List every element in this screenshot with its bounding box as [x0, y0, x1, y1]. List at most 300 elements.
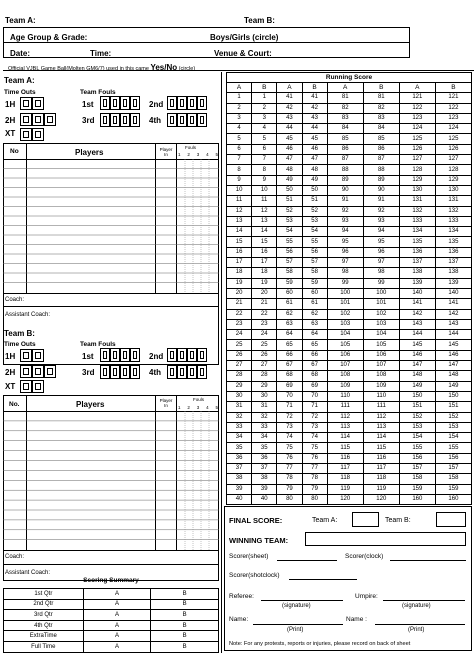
score-cell[interactable]: 5 — [252, 134, 277, 144]
score-cell[interactable]: 85 — [363, 134, 399, 144]
score-cell[interactable]: 115 — [363, 443, 399, 453]
score-cell[interactable]: 39 — [227, 484, 252, 494]
score-cell[interactable]: 50 — [277, 185, 302, 195]
score-cell[interactable]: 156 — [435, 453, 471, 463]
referee-name-line[interactable] — [253, 624, 343, 625]
score-cell[interactable]: 25 — [252, 340, 277, 350]
score-cell[interactable]: 126 — [435, 144, 471, 154]
score-cell[interactable]: 153 — [399, 422, 435, 432]
score-cell[interactable]: 86 — [363, 144, 399, 154]
score-cell[interactable]: 43 — [302, 113, 327, 123]
score-cell[interactable]: 21 — [252, 299, 277, 309]
score-cell[interactable]: 86 — [327, 144, 363, 154]
score-cell[interactable]: 25 — [227, 340, 252, 350]
summary-team-a-cell[interactable]: A — [83, 589, 151, 600]
score-cell[interactable]: 119 — [327, 484, 363, 494]
score-cell[interactable]: 154 — [435, 433, 471, 443]
score-cell[interactable]: 127 — [435, 155, 471, 165]
score-cell[interactable]: 21 — [227, 299, 252, 309]
yes-no[interactable]: Yes/No — [150, 63, 178, 72]
score-cell[interactable]: 47 — [302, 155, 327, 165]
score-cell[interactable]: 128 — [435, 165, 471, 175]
score-cell[interactable]: 139 — [399, 278, 435, 288]
score-cell[interactable]: 76 — [302, 453, 327, 463]
score-cell[interactable]: 73 — [277, 422, 302, 432]
score-cell[interactable]: 143 — [435, 319, 471, 329]
score-cell[interactable]: 46 — [302, 144, 327, 154]
score-cell[interactable]: 120 — [363, 494, 399, 504]
score-cell[interactable]: 106 — [363, 350, 399, 360]
score-cell[interactable]: 64 — [277, 330, 302, 340]
score-cell[interactable]: 94 — [363, 227, 399, 237]
score-cell[interactable]: 6 — [252, 144, 277, 154]
summary-team-b-cell[interactable]: B — [151, 641, 219, 652]
score-cell[interactable]: 153 — [435, 422, 471, 432]
score-cell[interactable]: 20 — [227, 288, 252, 298]
score-cell[interactable]: 78 — [277, 474, 302, 484]
score-cell[interactable]: 157 — [399, 463, 435, 473]
score-cell[interactable]: 149 — [399, 381, 435, 391]
score-cell[interactable]: 116 — [363, 453, 399, 463]
score-cell[interactable]: 37 — [252, 463, 277, 473]
score-cell[interactable]: 136 — [399, 247, 435, 257]
score-cell[interactable]: 121 — [435, 93, 471, 103]
score-cell[interactable]: 65 — [302, 340, 327, 350]
score-cell[interactable]: 107 — [363, 361, 399, 371]
score-cell[interactable]: 64 — [302, 330, 327, 340]
score-cell[interactable]: 12 — [252, 206, 277, 216]
score-cell[interactable]: 60 — [277, 288, 302, 298]
score-cell[interactable]: 76 — [277, 453, 302, 463]
score-cell[interactable]: 9 — [252, 175, 277, 185]
score-cell[interactable]: 7 — [227, 155, 252, 165]
score-cell[interactable]: 112 — [327, 412, 363, 422]
score-cell[interactable]: 111 — [327, 402, 363, 412]
score-cell[interactable]: 10 — [252, 185, 277, 195]
score-cell[interactable]: 24 — [227, 330, 252, 340]
score-cell[interactable]: 26 — [252, 350, 277, 360]
score-cell[interactable]: 10 — [227, 185, 252, 195]
score-cell[interactable]: 116 — [327, 453, 363, 463]
score-cell[interactable]: 100 — [363, 288, 399, 298]
score-cell[interactable]: 36 — [227, 453, 252, 463]
score-cell[interactable]: 122 — [399, 103, 435, 113]
score-cell[interactable]: 79 — [277, 484, 302, 494]
score-cell[interactable]: 9 — [227, 175, 252, 185]
score-cell[interactable]: 122 — [435, 103, 471, 113]
score-cell[interactable]: 22 — [227, 309, 252, 319]
score-cell[interactable]: 93 — [327, 216, 363, 226]
score-cell[interactable]: 124 — [435, 124, 471, 134]
score-cell[interactable]: 94 — [327, 227, 363, 237]
score-cell[interactable]: 118 — [327, 474, 363, 484]
score-cell[interactable]: 83 — [327, 113, 363, 123]
score-cell[interactable]: 117 — [363, 463, 399, 473]
score-cell[interactable]: 17 — [227, 258, 252, 268]
score-cell[interactable]: 55 — [302, 237, 327, 247]
score-cell[interactable]: 138 — [435, 268, 471, 278]
score-cell[interactable]: 33 — [227, 422, 252, 432]
score-cell[interactable]: 146 — [399, 350, 435, 360]
score-cell[interactable]: 53 — [302, 216, 327, 226]
score-cell[interactable]: 14 — [252, 227, 277, 237]
score-cell[interactable]: 89 — [363, 175, 399, 185]
score-cell[interactable]: 120 — [327, 494, 363, 504]
score-cell[interactable]: 78 — [302, 474, 327, 484]
score-cell[interactable]: 145 — [435, 340, 471, 350]
score-cell[interactable]: 43 — [277, 113, 302, 123]
player-rows-a[interactable] — [3, 159, 219, 293]
score-cell[interactable]: 101 — [327, 299, 363, 309]
score-cell[interactable]: 131 — [399, 196, 435, 206]
summary-team-b-cell[interactable]: B — [151, 599, 219, 610]
score-cell[interactable]: 107 — [327, 361, 363, 371]
score-cell[interactable]: 49 — [277, 175, 302, 185]
score-cell[interactable]: 97 — [363, 258, 399, 268]
score-cell[interactable]: 19 — [252, 278, 277, 288]
score-cell[interactable]: 97 — [327, 258, 363, 268]
score-cell[interactable]: 69 — [277, 381, 302, 391]
score-cell[interactable]: 32 — [227, 412, 252, 422]
score-cell[interactable]: 152 — [435, 412, 471, 422]
score-cell[interactable]: 103 — [327, 319, 363, 329]
score-cell[interactable]: 30 — [252, 391, 277, 401]
score-cell[interactable]: 77 — [302, 463, 327, 473]
score-cell[interactable]: 89 — [327, 175, 363, 185]
score-cell[interactable]: 81 — [327, 93, 363, 103]
player-rows-b[interactable] — [3, 411, 219, 550]
score-cell[interactable]: 147 — [399, 361, 435, 371]
score-cell[interactable]: 6 — [227, 144, 252, 154]
score-cell[interactable]: 92 — [327, 206, 363, 216]
score-cell[interactable]: 150 — [435, 391, 471, 401]
score-cell[interactable]: 60 — [302, 288, 327, 298]
score-cell[interactable]: 80 — [277, 494, 302, 504]
score-cell[interactable]: 53 — [277, 216, 302, 226]
score-cell[interactable]: 90 — [327, 185, 363, 195]
score-cell[interactable]: 15 — [252, 237, 277, 247]
score-cell[interactable]: 84 — [327, 124, 363, 134]
score-cell[interactable]: 56 — [277, 247, 302, 257]
score-cell[interactable]: 117 — [327, 463, 363, 473]
score-cell[interactable]: 29 — [227, 381, 252, 391]
score-cell[interactable]: 30 — [227, 391, 252, 401]
score-cell[interactable]: 127 — [399, 155, 435, 165]
score-cell[interactable]: 141 — [435, 299, 471, 309]
score-cell[interactable]: 146 — [435, 350, 471, 360]
score-cell[interactable]: 112 — [363, 412, 399, 422]
score-cell[interactable]: 159 — [435, 484, 471, 494]
score-cell[interactable]: 23 — [227, 319, 252, 329]
score-cell[interactable]: 62 — [302, 309, 327, 319]
score-cell[interactable]: 125 — [399, 134, 435, 144]
score-cell[interactable]: 50 — [302, 185, 327, 195]
score-cell[interactable]: 62 — [277, 309, 302, 319]
score-cell[interactable]: 96 — [327, 247, 363, 257]
score-cell[interactable]: 138 — [399, 268, 435, 278]
score-cell[interactable]: 84 — [363, 124, 399, 134]
summary-team-b-cell[interactable]: B — [151, 631, 219, 642]
score-cell[interactable]: 35 — [252, 443, 277, 453]
score-cell[interactable]: 31 — [252, 402, 277, 412]
score-cell[interactable]: 123 — [435, 113, 471, 123]
score-cell[interactable]: 69 — [302, 381, 327, 391]
summary-team-a-cell[interactable]: A — [83, 641, 151, 652]
score-cell[interactable]: 16 — [252, 247, 277, 257]
score-cell[interactable]: 66 — [277, 350, 302, 360]
score-cell[interactable]: 129 — [435, 175, 471, 185]
score-cell[interactable]: 15 — [227, 237, 252, 247]
score-cell[interactable]: 2 — [252, 103, 277, 113]
score-cell[interactable]: 75 — [302, 443, 327, 453]
score-cell[interactable]: 160 — [435, 494, 471, 504]
score-cell[interactable]: 141 — [399, 299, 435, 309]
score-cell[interactable]: 49 — [302, 175, 327, 185]
score-cell[interactable]: 13 — [227, 216, 252, 226]
score-cell[interactable]: 80 — [302, 494, 327, 504]
score-cell[interactable]: 135 — [399, 237, 435, 247]
score-cell[interactable]: 67 — [277, 361, 302, 371]
score-cell[interactable]: 158 — [435, 474, 471, 484]
score-cell[interactable]: 68 — [277, 371, 302, 381]
score-cell[interactable]: 113 — [363, 422, 399, 432]
score-cell[interactable]: 136 — [435, 247, 471, 257]
score-cell[interactable]: 110 — [363, 391, 399, 401]
score-cell[interactable]: 2 — [227, 103, 252, 113]
score-cell[interactable]: 48 — [277, 165, 302, 175]
score-cell[interactable]: 44 — [302, 124, 327, 134]
score-cell[interactable]: 67 — [302, 361, 327, 371]
score-cell[interactable]: 31 — [227, 402, 252, 412]
score-cell[interactable]: 98 — [363, 268, 399, 278]
score-cell[interactable]: 22 — [252, 309, 277, 319]
score-cell[interactable]: 11 — [227, 196, 252, 206]
score-cell[interactable]: 148 — [399, 371, 435, 381]
score-cell[interactable]: 103 — [363, 319, 399, 329]
score-cell[interactable]: 87 — [363, 155, 399, 165]
score-cell[interactable]: 130 — [399, 185, 435, 195]
score-cell[interactable]: 149 — [435, 381, 471, 391]
score-cell[interactable]: 35 — [227, 443, 252, 453]
score-cell[interactable]: 70 — [277, 391, 302, 401]
score-cell[interactable]: 93 — [363, 216, 399, 226]
score-cell[interactable]: 145 — [399, 340, 435, 350]
score-cell[interactable]: 96 — [363, 247, 399, 257]
referee-signature-line[interactable] — [261, 600, 343, 601]
summary-team-a-cell[interactable]: A — [83, 599, 151, 610]
score-cell[interactable]: 128 — [399, 165, 435, 175]
scorer-clock-line[interactable] — [390, 560, 466, 561]
score-cell[interactable]: 121 — [399, 93, 435, 103]
score-cell[interactable]: 110 — [327, 391, 363, 401]
score-cell[interactable]: 140 — [435, 288, 471, 298]
score-cell[interactable]: 132 — [435, 206, 471, 216]
score-cell[interactable]: 101 — [363, 299, 399, 309]
score-cell[interactable]: 47 — [277, 155, 302, 165]
score-cell[interactable]: 12 — [227, 206, 252, 216]
score-cell[interactable]: 42 — [302, 103, 327, 113]
winning-team-field[interactable] — [305, 532, 466, 546]
scorer-shotclock-line[interactable] — [289, 579, 357, 580]
score-cell[interactable]: 137 — [435, 258, 471, 268]
umpire-signature-line[interactable] — [383, 600, 465, 601]
score-cell[interactable]: 4 — [252, 124, 277, 134]
score-cell[interactable]: 61 — [277, 299, 302, 309]
score-cell[interactable]: 134 — [399, 227, 435, 237]
summary-team-b-cell[interactable]: B — [151, 610, 219, 621]
score-cell[interactable]: 61 — [302, 299, 327, 309]
score-cell[interactable]: 58 — [302, 268, 327, 278]
scorer-sheet-line[interactable] — [277, 560, 337, 561]
summary-team-b-cell[interactable]: B — [151, 589, 219, 600]
score-cell[interactable]: 73 — [302, 422, 327, 432]
score-cell[interactable]: 79 — [302, 484, 327, 494]
score-cell[interactable]: 18 — [252, 268, 277, 278]
final-team-b-score[interactable] — [436, 512, 466, 527]
score-cell[interactable]: 114 — [327, 433, 363, 443]
score-cell[interactable]: 91 — [327, 196, 363, 206]
score-cell[interactable]: 51 — [302, 196, 327, 206]
score-cell[interactable]: 159 — [399, 484, 435, 494]
score-cell[interactable]: 41 — [277, 93, 302, 103]
score-cell[interactable]: 14 — [227, 227, 252, 237]
score-cell[interactable]: 59 — [302, 278, 327, 288]
score-cell[interactable]: 105 — [363, 340, 399, 350]
score-cell[interactable]: 114 — [363, 433, 399, 443]
score-cell[interactable]: 34 — [252, 433, 277, 443]
score-cell[interactable]: 37 — [227, 463, 252, 473]
score-cell[interactable]: 137 — [399, 258, 435, 268]
score-cell[interactable]: 1 — [227, 93, 252, 103]
score-cell[interactable]: 156 — [399, 453, 435, 463]
score-cell[interactable]: 8 — [252, 165, 277, 175]
score-cell[interactable]: 88 — [363, 165, 399, 175]
score-cell[interactable]: 124 — [399, 124, 435, 134]
score-cell[interactable]: 48 — [302, 165, 327, 175]
score-cell[interactable]: 160 — [399, 494, 435, 504]
score-cell[interactable]: 63 — [277, 319, 302, 329]
score-cell[interactable]: 3 — [252, 113, 277, 123]
score-cell[interactable]: 55 — [277, 237, 302, 247]
score-cell[interactable]: 28 — [227, 371, 252, 381]
summary-team-b-cell[interactable]: B — [151, 620, 219, 631]
score-cell[interactable]: 126 — [399, 144, 435, 154]
score-cell[interactable]: 5 — [227, 134, 252, 144]
score-cell[interactable]: 58 — [277, 268, 302, 278]
score-cell[interactable]: 75 — [277, 443, 302, 453]
score-cell[interactable]: 23 — [252, 319, 277, 329]
score-cell[interactable]: 142 — [399, 309, 435, 319]
score-cell[interactable]: 77 — [277, 463, 302, 473]
score-cell[interactable]: 140 — [399, 288, 435, 298]
score-cell[interactable]: 17 — [252, 258, 277, 268]
score-cell[interactable]: 125 — [435, 134, 471, 144]
score-cell[interactable]: 108 — [327, 371, 363, 381]
score-cell[interactable]: 151 — [435, 402, 471, 412]
score-cell[interactable]: 3 — [227, 113, 252, 123]
score-cell[interactable]: 142 — [435, 309, 471, 319]
score-cell[interactable]: 56 — [302, 247, 327, 257]
score-cell[interactable]: 98 — [327, 268, 363, 278]
score-cell[interactable]: 45 — [302, 134, 327, 144]
score-cell[interactable]: 155 — [399, 443, 435, 453]
score-cell[interactable]: 45 — [277, 134, 302, 144]
score-cell[interactable]: 18 — [227, 268, 252, 278]
score-cell[interactable]: 66 — [302, 350, 327, 360]
score-cell[interactable]: 104 — [363, 330, 399, 340]
running-score-table[interactable] — [226, 82, 472, 505]
score-cell[interactable]: 95 — [327, 237, 363, 247]
score-cell[interactable]: 100 — [327, 288, 363, 298]
score-cell[interactable]: 28 — [252, 371, 277, 381]
score-cell[interactable]: 63 — [302, 319, 327, 329]
score-cell[interactable]: 144 — [435, 330, 471, 340]
final-team-a-score[interactable] — [352, 512, 379, 527]
score-cell[interactable]: 13 — [252, 216, 277, 226]
summary-team-a-cell[interactable]: A — [83, 610, 151, 621]
score-cell[interactable]: 87 — [327, 155, 363, 165]
score-cell[interactable]: 24 — [252, 330, 277, 340]
score-cell[interactable]: 90 — [363, 185, 399, 195]
score-cell[interactable]: 41 — [302, 93, 327, 103]
score-cell[interactable]: 26 — [227, 350, 252, 360]
umpire-name-line[interactable] — [375, 624, 465, 625]
summary-team-a-cell[interactable]: A — [83, 620, 151, 631]
score-cell[interactable]: 82 — [327, 103, 363, 113]
score-cell[interactable]: 52 — [302, 206, 327, 216]
score-cell[interactable]: 118 — [363, 474, 399, 484]
score-cell[interactable]: 57 — [277, 258, 302, 268]
score-cell[interactable]: 33 — [252, 422, 277, 432]
score-cell[interactable]: 99 — [363, 278, 399, 288]
score-cell[interactable]: 123 — [399, 113, 435, 123]
score-cell[interactable]: 111 — [363, 402, 399, 412]
score-cell[interactable]: 158 — [399, 474, 435, 484]
score-cell[interactable]: 106 — [327, 350, 363, 360]
score-cell[interactable]: 151 — [399, 402, 435, 412]
score-cell[interactable]: 29 — [252, 381, 277, 391]
score-cell[interactable]: 108 — [363, 371, 399, 381]
score-cell[interactable]: 99 — [327, 278, 363, 288]
score-cell[interactable]: 133 — [435, 216, 471, 226]
score-cell[interactable]: 54 — [302, 227, 327, 237]
score-cell[interactable]: 134 — [435, 227, 471, 237]
score-cell[interactable]: 143 — [399, 319, 435, 329]
score-cell[interactable]: 16 — [227, 247, 252, 257]
score-cell[interactable]: 42 — [277, 103, 302, 113]
score-cell[interactable]: 131 — [435, 196, 471, 206]
score-cell[interactable]: 54 — [277, 227, 302, 237]
score-cell[interactable]: 83 — [363, 113, 399, 123]
score-cell[interactable]: 32 — [252, 412, 277, 422]
score-cell[interactable]: 129 — [399, 175, 435, 185]
score-cell[interactable]: 119 — [363, 484, 399, 494]
score-cell[interactable]: 34 — [227, 433, 252, 443]
score-cell[interactable]: 57 — [302, 258, 327, 268]
score-cell[interactable]: 4 — [227, 124, 252, 134]
score-cell[interactable]: 102 — [327, 309, 363, 319]
score-cell[interactable]: 46 — [277, 144, 302, 154]
score-cell[interactable]: 157 — [435, 463, 471, 473]
score-cell[interactable]: 74 — [302, 433, 327, 443]
score-cell[interactable]: 102 — [363, 309, 399, 319]
score-cell[interactable]: 150 — [399, 391, 435, 401]
score-cell[interactable]: 38 — [252, 474, 277, 484]
score-cell[interactable]: 7 — [252, 155, 277, 165]
score-cell[interactable]: 36 — [252, 453, 277, 463]
score-cell[interactable]: 72 — [277, 412, 302, 422]
score-cell[interactable]: 82 — [363, 103, 399, 113]
